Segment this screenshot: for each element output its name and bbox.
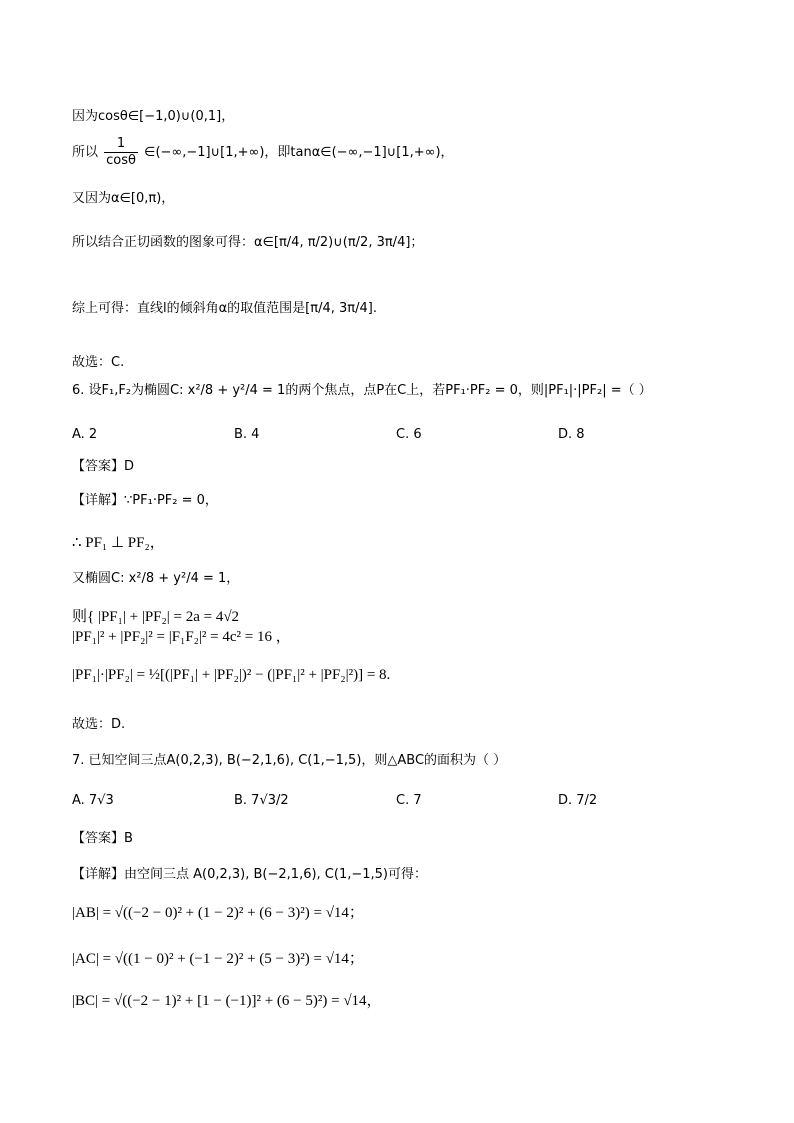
option-a: A. 7√3: [72, 793, 114, 808]
option-b: B. 7√3/2: [234, 793, 289, 808]
text-line-choice-c: 故选：C.: [72, 355, 125, 370]
fraction-denominator: cosθ: [106, 153, 136, 168]
text-line-tangent-graph: 所以结合正切函数的图象可得：α∈[π/4, π/2)∪(π/2, 3π/4]；: [72, 235, 424, 250]
option-b: B. 4: [234, 427, 260, 442]
question-6-detail-2: ∴ PF₁ ⊥ PF₂，: [72, 535, 165, 551]
question-6-stem: 6. 设F₁,F₂为椭圆C: x²/8 + y²/4 = 1的两个焦点，点P在C上，若PF₁·PF₂ = 0，则|PF₁|·|PF₂| =（ ）: [72, 383, 652, 398]
question-6-detail-3: 又椭圆C: x²/8 + y²/4 = 1，: [72, 571, 240, 586]
question-6-system-line-1: 则{ |PF₁| + |PF₂| = 2a = 4√2: [72, 609, 240, 625]
question-6-detail-product: |PF₁|·|PF₂| = ½[(|PF₁| + |PF₂|)² − (|PF₁|² + |PF₂|²)] = 8.: [72, 667, 391, 683]
question-7-ac-length: |AC| = √((1 − 0)² + (−1 − 2)² + (5 − 3)²) = √14；: [72, 951, 364, 967]
question-7-answer: 【答案】B: [72, 831, 133, 846]
text-line-alpha-range: 又因为α∈[0,π)，: [72, 191, 175, 206]
option-d: D. 8: [558, 427, 585, 442]
question-6-system-line-2: |PF₁|² + |PF₂|² = |F₁F₂|² = 4c² = 16 ，: [72, 629, 291, 645]
question-6-detail-1: [72, 492, 218, 510]
text-line-cos-range: 因为cosθ∈[−1,0)∪(0,1]，: [72, 109, 235, 124]
question-7-bc-length: |BC| = √((−2 − 1)² + [1 − (−1)]² + (6 − 5)²) = √14，: [72, 993, 382, 1009]
question-7-stem: 7. 已知空间三点A(0,2,3), B(−2,1,6), C(1,−1,5)，则△ABC的面积为（ ）: [72, 753, 507, 768]
question-6-choice: 故选：D.: [72, 717, 126, 732]
question-7-options: [72, 792, 722, 810]
option-a: A. 2: [72, 427, 98, 442]
option-d: D. 7/2: [558, 793, 598, 808]
text-line-reciprocal: [72, 136, 454, 169]
detail-label: 【详解】: [72, 493, 125, 508]
detail-dot-product: ∵PF₁·PF₂ = 0，: [124, 493, 218, 508]
option-c: C. 7: [396, 793, 422, 808]
fraction-one-over-cos: [104, 136, 138, 169]
question-7-ab-length: |AB| = √((−2 − 0)² + (1 − 2)² + (6 − 3)²) = √14；: [72, 905, 364, 921]
option-c: C. 6: [396, 427, 422, 442]
prefix-text: 所以: [72, 145, 99, 160]
text-line-conclusion: 综上可得：直线l的倾斜角α的取值范围是[π/4, 3π/4].: [72, 301, 377, 316]
reciprocal-rest: ∈(−∞,−1]∪[1,+∞)，即tanα∈(−∞,−1]∪[1,+∞)，: [144, 145, 454, 160]
fraction-numerator: 1: [104, 136, 138, 153]
question-7-detail: 【详解】由空间三点 A(0,2,3), B(−2,1,6), C(1,−1,5)可得：: [72, 867, 427, 882]
question-6-options: [72, 426, 722, 444]
question-6-answer: 【答案】D: [72, 459, 135, 474]
